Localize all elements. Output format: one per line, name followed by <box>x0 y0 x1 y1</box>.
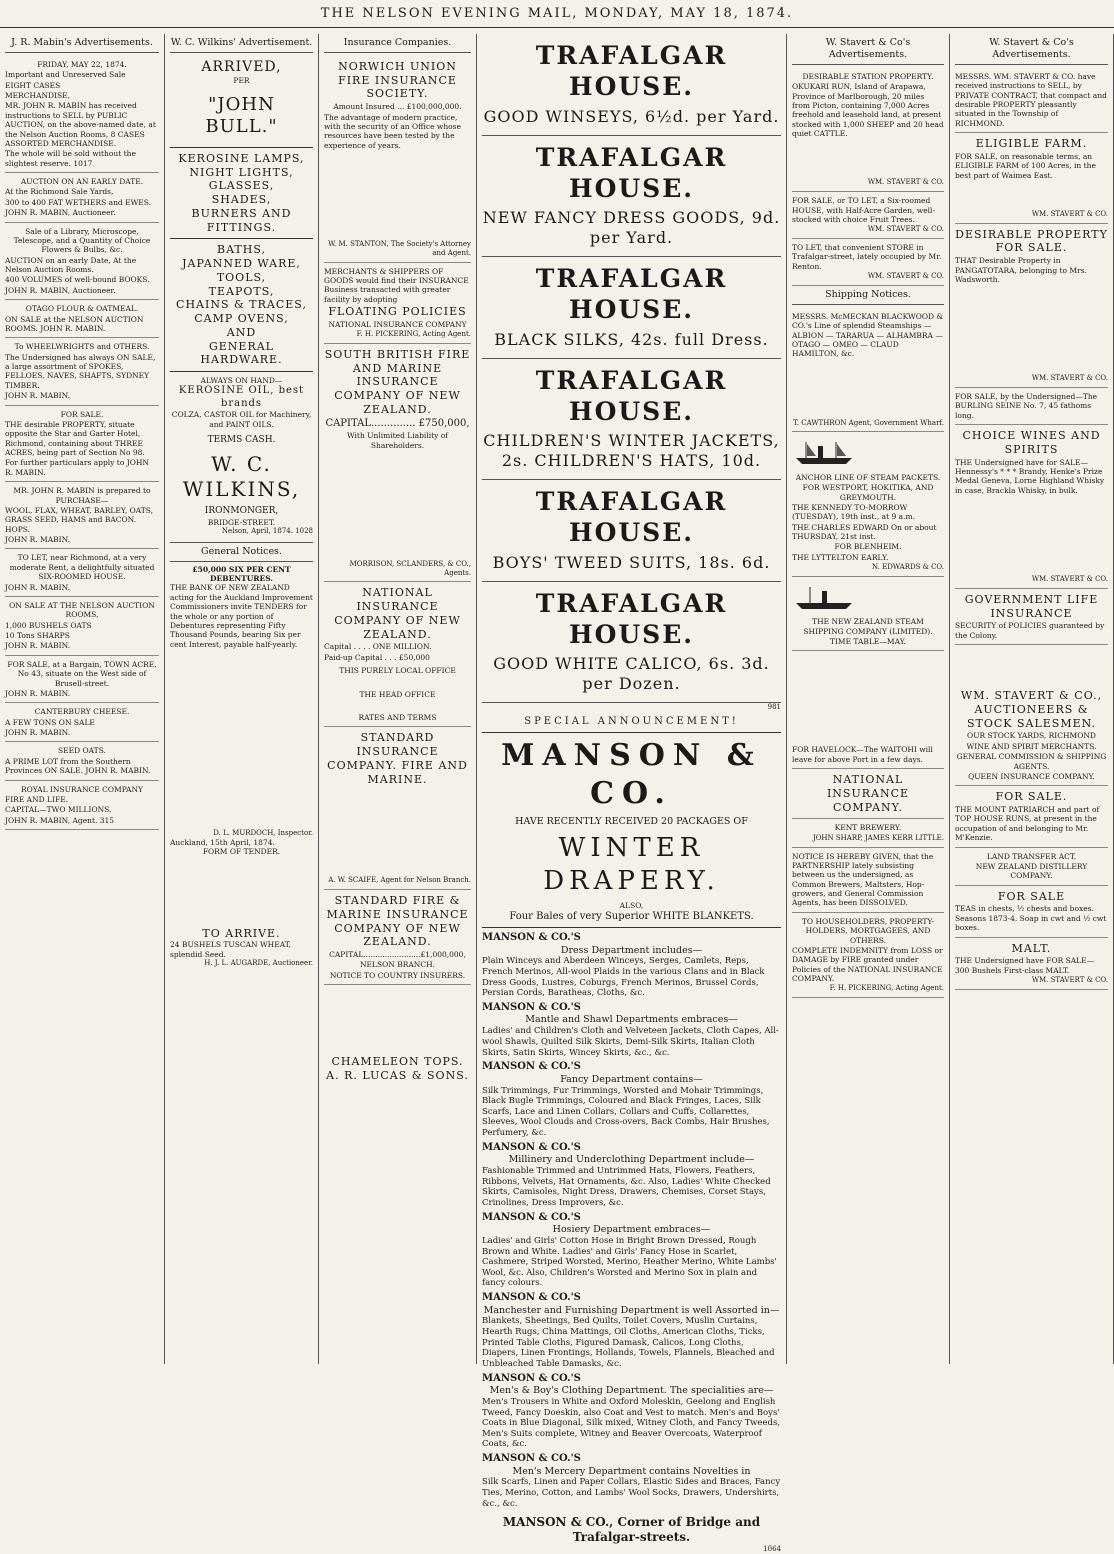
stavert-signature: WM. STAVERT & CO. <box>1031 976 1108 984</box>
trafalgar-ad <box>482 257 781 359</box>
bridge-street: BRIDGE-STREET. <box>207 517 276 527</box>
ad-line: The Undersigned has always ON SALE, a large assortment of SPOKES, FELLOES, NAVES, SHAFTS, SYDNEY TIMBER. <box>5 352 156 390</box>
debentures-heading: £50,000 SIX PER CENT DEBENTURES. <box>192 564 291 583</box>
ad-line: MERCHANDISE, <box>5 91 71 100</box>
national-nz-title: NATIONAL INSURANCE COMPANY OF NEW ZEALAND. <box>334 586 461 641</box>
norwich-ad <box>324 56 471 263</box>
pickering-agent: F. H. PICKERING, Acting Agent. <box>829 984 944 993</box>
stavert-signature: WM. STAVERT & CO. <box>867 225 944 234</box>
govlife-title: GOVERNMENT LIFE INSURANCE <box>964 592 1099 620</box>
ship-name: "JOHN BULL." <box>205 93 278 138</box>
stockyards-line: OUR STOCK YARDS, RICHMOND <box>967 731 1096 741</box>
ad-title: FRIDAY, MAY 22, 1874. <box>37 59 127 69</box>
nz-steam-title: THE NEW ZEALAND STEAM SHIPPING COMPANY (LIMITED). <box>803 617 933 636</box>
okukari-text: OKUKARI RUN, Island of Arapawa, Province of Marlborough, 20 miles from Picton, containing 7,000 Acres freehold and leasehold land, at present stocked with 1,000 SHEEP and 20 head quiet CATTLE. <box>792 82 944 138</box>
merchants-ad <box>324 263 471 344</box>
standard-nz-title: STANDARD FIRE & MARINE INSURANCE COMPANY OF NEW ZEALAND. <box>326 894 469 949</box>
department-block <box>482 1002 781 1058</box>
kent-title: KENT BREWERY. <box>834 823 902 833</box>
goods-item: CAMP OVENS, <box>194 312 289 325</box>
department-name: MANSON & CO.'S <box>482 1292 581 1303</box>
column-trafalgar <box>477 34 787 1554</box>
mabin-ad <box>5 223 159 301</box>
column-header: Insurance Companies. <box>324 34 471 53</box>
column-header: W. Stavert & Co's Advertisements. <box>955 34 1108 65</box>
norwich-amount: Amount Insured ... £100,000,000. <box>333 102 462 112</box>
column-header: W. Stavert & Co's Advertisements. <box>792 34 944 65</box>
ad-line: JOHN R. MABIN. <box>5 391 71 401</box>
department-title: Hosiery Department embraces— <box>552 1224 711 1235</box>
department-block <box>482 1142 781 1209</box>
local-office: THIS PURELY LOCAL OFFICE <box>339 666 456 676</box>
department-name: MANSON & CO.'S <box>482 1453 581 1464</box>
ad-line: JOHN R. MABIN, Auctioneer. <box>5 208 116 218</box>
goods-item: SHADES, <box>211 193 272 206</box>
shipping-header: Shipping Notices. <box>792 286 944 305</box>
department-title: Fancy Department contains— <box>560 1073 703 1085</box>
mcmeckan-text: MESSRS. McMECKAN BLACKWOOD & CO.'s Line of splendid Steamships — ALBION — TARARUA — ALHAMBRA — OTAGO — OMEO — CLAUD HAMILTON, &c. <box>792 311 944 359</box>
standard-nz-ad <box>324 890 471 985</box>
mabin-ad <box>5 300 159 338</box>
blankets-line: Four Bales of very Superior WHITE BLANKETS. <box>509 910 754 922</box>
wines-title: CHOICE WINES AND SPIRITS <box>962 429 1101 456</box>
station-title: DESIRABLE STATION PROPERTY. <box>802 71 934 81</box>
trafalgar-offer: NEW FANCY DRESS GOODS, 9d. per Yard. <box>482 208 781 247</box>
trafalgar-ad <box>482 359 781 481</box>
morrison-agents: MORRISON, SCLANDERS, & CO., Agents. <box>349 559 471 577</box>
steamship-icon <box>792 583 856 611</box>
ad-line: AUCTION on an early Date, At the Nelson Auction Rooms. <box>5 255 137 274</box>
department-name: MANSON & CO.'S <box>482 1372 581 1384</box>
chameleon-tops: CHAMELEON TOPS. A. R. LUCAS & SONS. <box>326 1055 469 1082</box>
cawthron-agent: T. CAWTHRON Agent, Government Wharf. <box>793 418 944 427</box>
teas-ad <box>955 886 1108 938</box>
ad-title: ROYAL INSURANCE COMPANY <box>20 784 143 794</box>
wine-spirit-line: WINE AND SPIRIT MERCHANTS. <box>966 741 1097 751</box>
department-block <box>482 1061 781 1139</box>
goods-item: GENERAL HARDWARE. <box>200 339 283 367</box>
trafalgar-heading: TRAFALGAR HOUSE. <box>535 264 728 325</box>
mount-patriarch-ad <box>955 786 1108 847</box>
also-label: ALSO, <box>619 901 644 911</box>
norwich-body: The advantage of modern practice, with the security of an Office whose resources have been tested by the experience of years. <box>324 112 461 150</box>
ad-line: EIGHT CASES <box>5 80 61 90</box>
general-notices-header: General Notices. <box>170 542 313 562</box>
goods-item: GLASSES, <box>208 179 275 193</box>
goods-item: BURNERS AND FITTINGS. <box>191 206 292 234</box>
land-transfer-title: LAND TRANSFER ACT. <box>986 851 1077 861</box>
auckland-date: Auckland, 15th April, 1874. <box>170 837 275 847</box>
general-agents-line: GENERAL COMMISSION & SHIPPING AGENTS. <box>956 752 1107 771</box>
ad-title: SEED OATS. <box>58 746 106 756</box>
ad-title: TO LET, near Richmond, at a very moderate Rent, a delightfully situated SIX-ROOMED HOUSE. <box>9 553 155 582</box>
govlife-ad <box>955 589 1108 645</box>
ad-title: ON SALE AT THE NELSON AUCTION ROOMS, <box>9 600 155 620</box>
pangatotara-title: DESIRABLE PROPERTY FOR SALE. <box>955 227 1108 255</box>
manson-title: MANSON & CO. <box>501 738 762 811</box>
wheat-ad: 24 BUSHELS TUSCAN WHEAT, splendid Seed. <box>170 940 291 959</box>
stavert-signature: WM. STAVERT & CO. <box>1031 209 1108 218</box>
trafalgar-ad <box>482 34 781 136</box>
masthead: THE NELSON EVENING MAIL, MONDAY, MAY 18, 1874. <box>0 6 1114 28</box>
seine-text: FOR SALE, by the Undersigned—The BURLING SEINE No. 7, 45 fathoms long. <box>955 392 1098 420</box>
ad-line: At the Richmond Sale Yards, <box>5 187 114 197</box>
arrived-heading: ARRIVED, <box>201 58 282 75</box>
national-ins-title: NATIONAL INSURANCE COMPANY. <box>826 773 910 814</box>
ad-line: MR. JOHN R. MABIN has received instructions to SELL by PUBLIC AUCTION, on the above-named date, at the Nelson Auction Rooms, 8 CASES ASSORTED MERCHANDISE. <box>5 101 156 148</box>
richmond-text: MESSRS. WM. STAVERT & CO. have received instructions to SELL, by PRIVATE CONTRACT, that compact and desirable PROPERTY pleasantly situated in the Township of RICHMOND. <box>955 71 1107 128</box>
department-block <box>482 1453 781 1509</box>
stavert-signature: WM. STAVERT & CO. <box>1031 374 1108 383</box>
department-block <box>482 932 781 999</box>
havelock-ad <box>792 741 944 769</box>
department-title: Millinery and Underclothing Department include— <box>508 1154 755 1166</box>
kent-brewery-ad <box>792 819 944 847</box>
ad-line: JOHN R. MABIN, Agent. 315 <box>5 815 115 825</box>
trafalgar-offer: GOOD WINSEYS, 6½d. per Yard. <box>483 106 780 126</box>
form-of-tender: FORM OF TENDER. <box>202 847 281 857</box>
sharp-signature: JOHN SHARP, JAMES KERR LITTLE. <box>812 833 944 842</box>
column-header: W. C. Wilkins' Advertisement. <box>170 34 313 53</box>
ad-title: Sale of a Library, Microscope, Telescope, and a Quantity of Choice Flowers & Bulbs, &c. <box>13 226 151 255</box>
nelson-branch: NELSON BRANCH. <box>359 960 436 970</box>
trafalgar-heading: TRAFALGAR HOUSE. <box>535 365 728 426</box>
distillery-line: NEW ZEALAND DISTILLERY COMPANY. <box>975 861 1088 881</box>
indemnity-text: COMPLETE INDEMNITY from LOSS or DAMAGE by FIRE granted under Policies of the NATIONAL INSURANCE COMPANY. <box>792 945 943 983</box>
goods-item: KEROSINE LAMPS, <box>178 151 305 165</box>
mount-text: THE MOUNT PATRIARCH and part of TOP HOUSE RUNS, at present in the occupation of and belonging to Mr. M'Kenzie. <box>955 805 1100 843</box>
unlimited-liability: With Unlimited Liability of Shareholders. <box>346 431 449 450</box>
ad-line: CAPITAL—TWO MILLIONS. <box>5 805 112 815</box>
department-block <box>482 1212 781 1290</box>
mabin-ad <box>5 56 159 173</box>
augarde-signature: H. J. L. AUGARDE, Auctioneer. <box>204 959 313 967</box>
department-items: Fashionable Trimmed and Untrimmed Hats, Flowers, Feathers, Ribbons, Velvets, Hat Ornaments, &c. Also, Ladies' White Checked Skirts, Camisoles, Night Dress, Drawers, Chemises, Corset Stays, Crinolines, Dress Improvers, &c. <box>482 1166 771 1208</box>
ad-line: JOHN R. MABIN, Auctioneer. <box>5 285 116 295</box>
ad-line: FIRE AND LIFE. <box>5 794 69 804</box>
mabin-ad <box>5 742 159 780</box>
mabin-ad <box>5 781 159 831</box>
mcmeckan-ad <box>792 308 944 433</box>
ad-line: JOHN R. MABIN. <box>5 535 71 544</box>
land-transfer-ad <box>955 848 1108 886</box>
goods-list-2 <box>170 243 313 367</box>
timetable-label: TIME TABLE—MAY. <box>829 637 907 646</box>
stavert-signature: WM. STAVERT & CO. <box>867 178 944 187</box>
department-list <box>482 932 781 1509</box>
ad-line: A FEW TONS ON SALE <box>5 717 95 727</box>
ad-line: JOHN R. MABIN. <box>5 728 71 737</box>
eligible-farm-ad <box>955 133 1108 224</box>
forsale-title: FOR SALE. <box>995 790 1068 804</box>
to-arrive-heading: TO ARRIVE. <box>202 926 281 940</box>
ad-line: 10 Tons SHARPS <box>5 631 70 640</box>
trafalgar-offer: CHILDREN'S WINTER JACKETS, 2s. CHILDREN'S HATS, 10d. <box>483 431 780 470</box>
department-items: Blankets, Sheetings, Bed Quilts, Toilet Covers, Muslin Curtains, Hearth Rugs, China Mattings, Oil Cloths, American Cloths, Ticks, Printed Table Cloths, Figured Damask, Calicos, Long Cloths, Diapers, Linen Frontings, Hollands, Towels, Flannels, Bleached and Unbleached Table Damasks, &c. <box>482 1316 775 1369</box>
department-title: Men's Mercery Department contains Novelties in <box>512 1465 751 1477</box>
stavert-signature: WM. STAVERT & CO. <box>1031 575 1108 584</box>
pickering-agent: F. H. PICKERING, Acting Agent. <box>356 330 471 339</box>
special-announcement: SPECIAL ANNOUNCEMENT! <box>524 715 739 727</box>
national-company: NATIONAL INSURANCE COMPANY <box>328 319 467 329</box>
blenheim-line: FOR BLENHEIM. <box>834 542 902 552</box>
station-ad <box>792 68 944 192</box>
richmond-ad <box>955 68 1108 133</box>
trafalgar-ad <box>482 136 781 258</box>
mabin-ad <box>5 549 159 597</box>
department-name: MANSON & CO.'S <box>482 1211 581 1223</box>
column-wilkins <box>165 34 319 1364</box>
head-office: THE HEAD OFFICE <box>359 689 436 699</box>
department-title: Dress Department includes— <box>560 944 703 956</box>
department-block <box>482 1373 781 1451</box>
anchor-line-ad <box>792 432 944 577</box>
rates-terms: RATES AND TERMS <box>358 712 437 722</box>
per-label: PER <box>233 76 250 86</box>
householders-title: TO HOUSEHOLDERS, PROPERTY-HOLDERS, MORTGAGEES, AND OTHERS. <box>801 916 935 945</box>
footer-number: 1064 <box>763 1545 781 1554</box>
department-items: Ladies' and Children's Cloth and Velveteen Jackets, Cloth Capes, All-wool Shawls, Quilted Silk Skirts, Demi-Silk Skirts, Italian Cloth Skirts, Satin Skirts, Wincey Skirts, &c., &c. <box>482 1026 779 1058</box>
south-british-title: SOUTH BRITISH FIRE AND MARINE INSURANCE COMPANY OF NEW ZEALAND. <box>324 347 471 416</box>
trafalgar-heading: TRAFALGAR HOUSE. <box>535 487 728 548</box>
trafalgar-heading: TRAFALGAR HOUSE. <box>535 142 728 203</box>
ad-line: WOOL, FLAX, WHEAT, BARLEY, OATS, GRASS SEED, HAMS and BACON. HOPS. <box>5 505 154 534</box>
mabin-ad <box>5 703 159 742</box>
country-insurers-notice: NOTICE TO COUNTRY INSURERS. <box>329 970 466 980</box>
ironmonger-label: IRONMONGER, <box>204 506 279 517</box>
westport-line: FOR WESTPORT, HOKITIKA, AND GREYMOUTH. <box>802 483 934 502</box>
malt-text: THE Undersigned have FOR SALE—300 Bushels First-class MALT. <box>955 956 1095 975</box>
ad-title: To WHEELWRIGHTS and OTHERS. <box>14 342 150 352</box>
anchor-title: ANCHOR LINE OF STEAM PACKETS. <box>795 472 941 482</box>
ad-line: JOHN R. MABIN. <box>5 641 71 651</box>
govlife-text: SECURITY of POLICIES guaranteed by the Colony. <box>955 621 1105 640</box>
column-mabin <box>0 34 165 1364</box>
trafalgar-ad <box>482 582 781 704</box>
column-stavert-a <box>787 34 950 1364</box>
department-title: Mantle and Shawl Departments embraces— <box>525 1014 738 1026</box>
goods-item: JAPANNED WARE, <box>182 257 301 270</box>
goods-item: NIGHT LIGHTS, <box>189 165 294 179</box>
householders-ad <box>792 913 944 998</box>
ad-title: CANTERBURY CHEESE. <box>34 707 130 717</box>
trafalgar-heading: TRAFALGAR HOUSE. <box>535 588 728 649</box>
ad-line: Important and Unreserved Sale <box>5 70 126 80</box>
ad-line: For further particulars apply to JOHN R. MABIN. <box>5 458 149 477</box>
standard-nz-capital: CAPITAL........................£1,000,000, <box>329 950 466 959</box>
merchants-text: MERCHANTS & SHIPPERS OF GOODS would find their INSURANCE Business transacted with greater facility by adopting <box>324 266 469 304</box>
ad-line: JOHN R. MABIN. <box>5 688 71 698</box>
edwards-agents: N. EDWARDS & CO. <box>871 563 944 572</box>
wilkins-name: W. C. WILKINS, <box>182 452 301 502</box>
department-name: MANSON & CO.'S <box>482 1141 581 1153</box>
trafalgar-blocks <box>482 34 781 703</box>
auctioneers-ad <box>955 685 1108 786</box>
pangatotara-text: THAT Desirable Property in PANGATOTARA, belonging to Mrs. Wadsworth. <box>955 256 1087 284</box>
ad-title: AUCTION ON AN EARLY DATE. <box>20 177 144 186</box>
norwich-agent: W. M. STANTON, The Society's Attorney and Agent. <box>328 240 471 257</box>
department-items: Men's Trousers in White and Oxford Moleskin, Geelong and English Tweed, Fancy Doeskin, also Coat and Vest to match. Men's and Boys' Coats in Blue Diagonal, Silk mixed, Witney Cloth, and Fancy Tweeds, Men's Suits complete, Witney and Beaver Overcoats, Waterproof Coats, &c. <box>482 1396 781 1450</box>
ad-line: 400 VOLUMES of well-bound BOOKS. <box>5 275 150 285</box>
column-header: J. R. Mabin's Advertisements. <box>5 34 159 53</box>
partnership-notice <box>792 848 944 913</box>
ad-line: ON SALE at the NELSON AUCTION ROOMS. JOHN R. MABIN. <box>5 314 144 333</box>
mabin-ad <box>5 338 159 405</box>
auctioneers-title: WM. STAVERT & CO., AUCTIONEERS & STOCK SALESMEN. <box>960 689 1103 730</box>
goods-item: TEAPOTS, <box>208 284 275 298</box>
national-nz-ad <box>324 582 471 727</box>
ad-line: A PRIME LOT from the Southern Provinces ON SALE. JOHN R. MABIN. <box>5 756 151 776</box>
ad-title: FOR SALE. <box>60 409 104 419</box>
trafalgar-offer: BOYS' TWEED SUITS, 18s. 6d. <box>492 552 771 572</box>
department-title: Men's & Boy's Clothing Department. The specialities are— <box>489 1385 774 1396</box>
goods-item: TOOLS, <box>216 270 267 284</box>
trafalgar-offer: BLACK SILKS, 42s. full Dress. <box>494 329 769 349</box>
department-title: Manchester and Furnishing Department is well Assorted in— <box>483 1304 780 1316</box>
edward-sailing: THE CHARLES EDWARD On or about THURSDAY, 21st inst. <box>792 522 937 541</box>
wines-text: THE Undersigned have for SALE— Hennessy's * * * Brandy, Henke's Prize Medal Geneva, Lorne Highland Whisky in case, Brackla Whisky, in bulk. <box>955 457 1105 495</box>
wines-ad <box>955 425 1108 589</box>
always-label: ALWAYS ON HAND— <box>200 376 283 385</box>
ad-title: MR. JOHN R. MABIN is prepared to PURCHASE— <box>13 486 151 505</box>
forsale-title: FOR SALE <box>997 889 1066 903</box>
floating-policies: FLOATING POLICIES <box>328 305 467 318</box>
house-text: FOR SALE, or TO LET, a Six-roomed HOUSE, with Half-Acre Garden, well-stocked with choice Fruit Trees. <box>792 196 935 224</box>
standard-ad <box>324 727 471 890</box>
goods-list <box>170 152 313 235</box>
colza-oil: COLZA, CASTOR OIL for Machinery, and PAINT OILS. <box>171 410 312 429</box>
murdoch-signature: D. L. MURDOCH, Inspector. <box>213 829 313 837</box>
ad-line: The whole will be sold without the slightest reserve. 1017 <box>5 149 136 168</box>
national-nz-capital: Capital . . . . ONE MILLION. <box>324 642 432 652</box>
national-nz-paid: Paid-up Capital . . . £50,000 <box>324 652 430 662</box>
standard-title: STANDARD INSURANCE COMPANY. FIRE AND MARINE. <box>327 731 468 786</box>
havelock-text: FOR HAVELOCK—The WAITOHI will leave for above Port in a few days. <box>792 745 933 764</box>
ad-line: 1,000 BUSHELS OATS <box>5 620 92 630</box>
department-items: Silk Scarfs, Linen and Paper Collars, Elastic Sides and Braces, Fancy Ties, Merino, Cotton, and Lambs' Wool Socks, Drawers, Undershirts, &c., &c. <box>482 1477 781 1509</box>
ad-title: FOR SALE, at a Bargain, TOWN ACRE, No 43, situate on the West side of Brusell-street. <box>7 659 157 688</box>
ad-line: THE desirable PROPERTY, situate opposite the Star and Garter Hotel, Richmond, containing about THREE ACRES, being part of Section No 98. <box>5 419 145 457</box>
partnership-text: NOTICE IS HEREBY GIVEN, that the PARTNERSHIP lately subsisting between us the undersigned, as Common Brewers, Maltsters, Hop-growers, and General Commission Agents, has been DISSOLVED. <box>792 851 934 908</box>
terms-cash: TERMS CASH. <box>207 435 276 446</box>
department-items: Ladies' and Girls' Cotton Hose in Bright Brown Dressed, Rough Brown and White. Ladies' and Girls' Fancy Hose in Scarlet, Cashmere, Striped Worsted, Merino, Heather Merino, White Lambs' Wool, &c. Also, Children's Worsted and Merino Sox in plain and fancy colours. <box>482 1235 777 1289</box>
south-british-ad <box>324 344 471 583</box>
trafalgar-heading: TRAFALGAR HOUSE. <box>535 41 728 102</box>
kerosine-oil: KEROSINE OIL, best brands <box>178 385 305 409</box>
kennedy-sailing: THE KENNEDY TO-MORROW (TUESDAY), 19th inst., at 9 a.m. <box>792 502 916 522</box>
column-stavert-b <box>950 34 1114 1364</box>
department-name: MANSON & CO.'S <box>482 1001 581 1013</box>
farm-text: FOR SALE, on reasonable terms, an ELIGIBLE FARM of 100 Acres, in the best part of Waimea East. <box>955 151 1096 180</box>
department-items: Plain Winceys and Aberdeen Winceys, Serges, Camlets, Reps, French Merinos, All-wool Plaids in the various Clans and in Black Dress Goods, Lustres, Coburgs, French Merinos, Brussel Cords, Persian Cords, Baratheas, Cloths, &c. <box>482 956 765 999</box>
ad-line: JOHN R. MABIN. <box>5 582 71 592</box>
trafalgar-ad <box>482 480 781 582</box>
goods-item: BATHS, <box>217 243 266 257</box>
mabin-ad <box>5 482 159 549</box>
trafalgar-offer: GOOD WHITE CALICO, 6s. 3d. per Dozen. <box>493 654 770 693</box>
mabin-ad <box>5 656 159 704</box>
bank-notice: THE BANK OF NEW ZEALAND acting for the Auckland Improvement Commissioners invite TENDERS for the whole or any portion of Debentures representing Fifty Thousand Pounds, bearing Six per cent Interest, payable half-yearly. <box>170 583 313 649</box>
nz-steam-ad <box>792 577 944 652</box>
queen-insurance-line: QUEEN INSURANCE COMPANY. <box>968 771 1095 781</box>
ad-line: 300 to 400 FAT WETHERS and EWES. <box>5 197 152 207</box>
seine-ad <box>955 388 1108 425</box>
house-ad <box>792 192 944 239</box>
mabin-ads-list <box>5 56 159 830</box>
national-ins-ad <box>792 769 944 819</box>
malt-title: MALT. <box>1011 941 1052 955</box>
column-insurance <box>319 34 477 1364</box>
lyttelton-sailing: THE LYTTELTON EARLY. <box>792 552 889 562</box>
received-line: HAVE RECENTLY RECEIVED 20 PACKAGES OF <box>515 816 748 828</box>
ad-date: Nelson, April, 1874. 1028 <box>221 527 313 535</box>
eligible-title: ELIGIBLE FARM. <box>975 137 1088 150</box>
malt-ad <box>955 938 1108 990</box>
ad-title: OTAGO FLOUR & OATMEAL. <box>25 304 139 314</box>
winter-drapery: WINTER DRAPERY. <box>543 833 720 896</box>
mabin-ad <box>5 597 159 656</box>
block-number: 981 <box>767 703 781 711</box>
department-items: Silk Trimmings, Fur Trimmings, Worsted and Mohair Trimmings, Black Bugle Trimmings, Coloured and Black Fringes, Laces, Silk Scarfs, Lace and Linen Collars, Collars and Cuffs, Collarettes, Sleeves, Wool Clouds and Cross-overs, Back Combs, Hair Brushes, Perfumery, &c. <box>482 1085 770 1138</box>
stavert-signature: WM. STAVERT & CO. <box>867 272 944 281</box>
south-british-capital: CAPITAL.............. £750,000, <box>325 417 470 429</box>
goods-item: CHAINS & TRACES, <box>176 298 307 312</box>
store-ad <box>792 239 944 286</box>
mabin-ad <box>5 173 159 223</box>
scaife-agent: A. W. SCAIFE, Agent for Nelson Branch. <box>328 876 471 885</box>
store-text: TO LET, that convenient STORE in Trafalgar-street, lately occupied by Mr. Renton. <box>792 243 942 271</box>
steamship-icon <box>792 438 856 466</box>
department-name: MANSON & CO.'S <box>482 1061 581 1073</box>
manson-footer: MANSON & CO., Corner of Bridge and Trafalgar-streets. <box>502 1515 761 1545</box>
department-block <box>482 1292 781 1370</box>
mabin-ad <box>5 406 159 483</box>
department-name: MANSON & CO.'S <box>482 932 581 943</box>
goods-item: AND <box>226 325 257 339</box>
pangatotara-ad <box>955 224 1108 388</box>
norwich-title: NORWICH UNION FIRE INSURANCE SOCIETY. <box>338 59 457 101</box>
teas-text: TEAS in chests, ½ chests and boxes. Seasons 1873-4. Soap in cwt and ½ cwt boxes. <box>955 904 1107 933</box>
